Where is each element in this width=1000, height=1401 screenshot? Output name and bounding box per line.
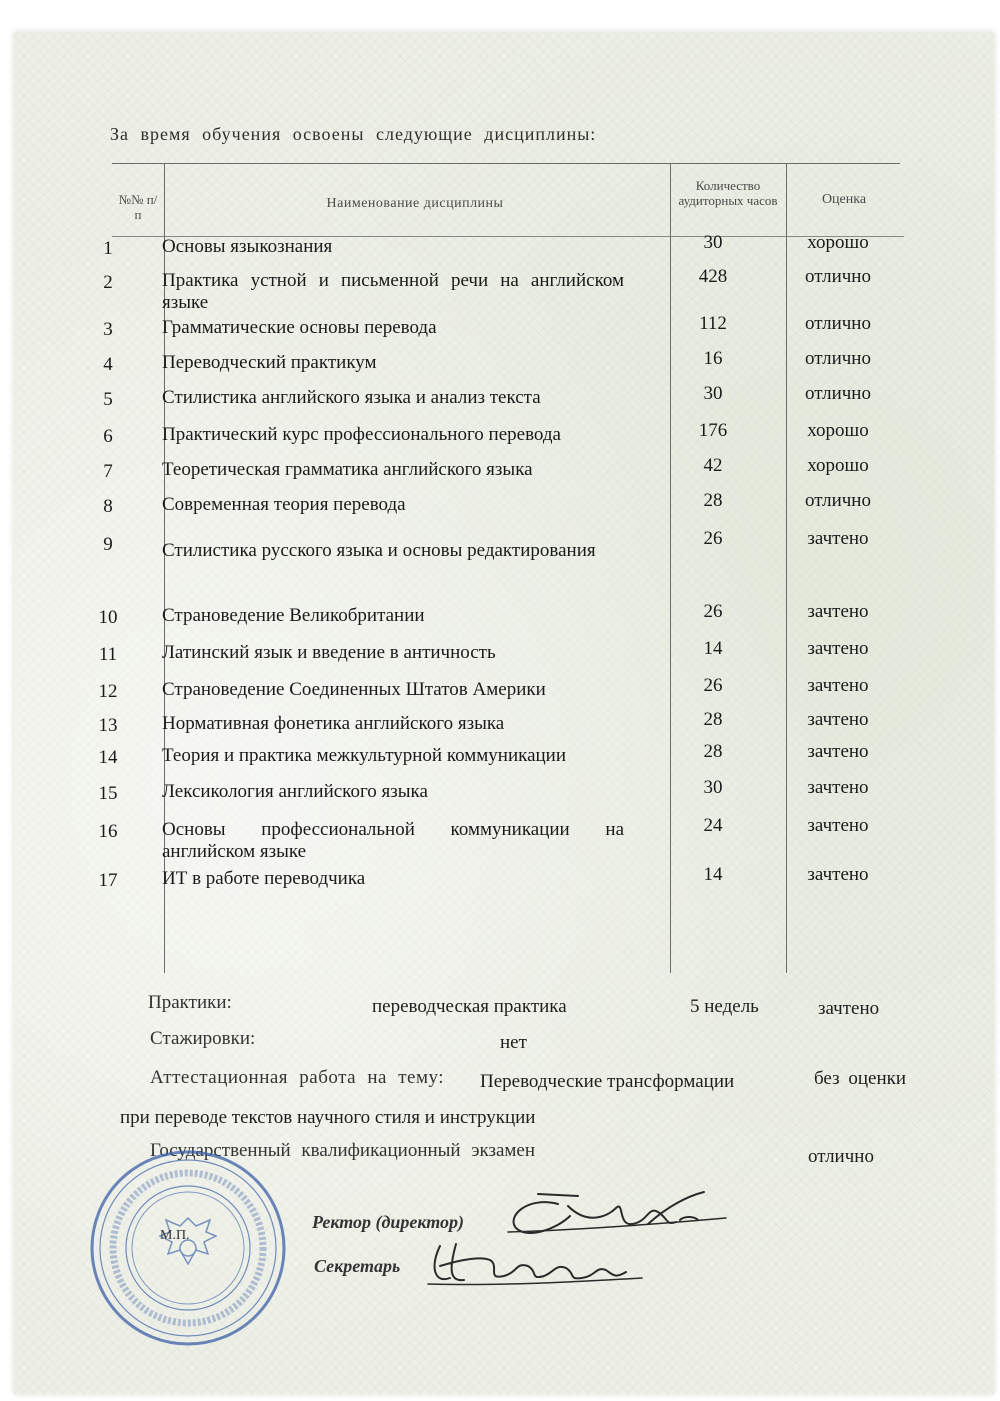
row-number: 12 [98, 681, 118, 702]
row-grade: отлично [805, 383, 871, 404]
header-hours: Количество аудиторных часов [678, 178, 778, 208]
row-hours: 428 [698, 266, 728, 287]
row-grade: отлично [805, 313, 871, 334]
row-grade: зачтено [807, 709, 869, 730]
row-grade: зачтено [807, 741, 869, 762]
row-discipline-name: Современная теория перевода [162, 494, 406, 515]
row-grade: отлично [805, 348, 871, 369]
row-number: 5 [103, 389, 113, 410]
header-grade: Оценка [821, 192, 867, 207]
row-discipline-name: Стилистика русского языка и основы редактирования [162, 540, 596, 561]
row-grade: хорошо [807, 420, 869, 441]
row-hours: 26 [703, 675, 723, 696]
row-hours: 14 [703, 864, 723, 885]
row-number: 6 [103, 426, 113, 447]
row-hours: 30 [703, 383, 723, 404]
exam-grade: отлично [808, 1146, 874, 1167]
row-number: 10 [98, 607, 118, 628]
seal-place-label: М.П. [160, 1228, 190, 1243]
rector-label: Ректор (директор) [312, 1212, 465, 1232]
row-number: 14 [98, 747, 118, 768]
row-number: 11 [98, 644, 118, 665]
row-number: 16 [98, 821, 118, 842]
row-grade: хорошо [807, 232, 869, 253]
row-grade: зачтено [807, 675, 869, 696]
row-hours: 28 [703, 741, 723, 762]
row-discipline-name: Лексикология английского языка [162, 781, 428, 802]
official-seal [88, 1148, 288, 1348]
row-discipline-name: Страноведение Великобритании [162, 605, 425, 626]
row-number: 13 [98, 715, 118, 736]
internships-label: Стажировки: [150, 1028, 256, 1049]
row-discipline-name: Грамматические основы перевода [162, 317, 437, 338]
row-number: 17 [98, 870, 118, 891]
row-hours: 28 [703, 490, 723, 511]
practices-label: Практики: [148, 992, 232, 1013]
row-hours: 16 [703, 348, 723, 369]
row-hours: 28 [703, 709, 723, 730]
row-number: 15 [98, 783, 118, 804]
row-number: 7 [103, 461, 113, 482]
row-discipline-name: Основы языкознания [162, 236, 333, 257]
row-hours: 14 [703, 638, 723, 659]
row-discipline-name: Практический курс профессионального перевода [162, 424, 561, 445]
row-number: 4 [103, 354, 113, 375]
row-number: 1 [103, 238, 113, 259]
row-hours: 176 [698, 420, 728, 441]
column-divider-hours [786, 163, 787, 973]
header-number: №№ п/п [118, 192, 158, 222]
internships-value: нет [500, 1032, 527, 1053]
row-grade: зачтено [807, 815, 869, 836]
row-hours: 24 [703, 815, 723, 836]
row-discipline-name: Теоретическая грамматика английского языка [162, 459, 533, 480]
row-grade: зачтено [807, 528, 869, 549]
row-number: 3 [103, 319, 113, 340]
row-discipline-name: Теория и практика межкультурной коммуникации [162, 745, 567, 766]
row-hours: 30 [703, 232, 723, 253]
row-hours: 42 [703, 455, 723, 476]
secretary-label: Секретарь [314, 1256, 401, 1276]
row-grade: зачтено [807, 638, 869, 659]
row-discipline-name: Нормативная фонетика английского языка [162, 713, 505, 734]
row-grade: отлично [805, 266, 871, 287]
row-discipline-name: ИТ в работе переводчика [162, 868, 366, 889]
row-discipline-name: Практика устной и письменной речи на английском языке [162, 270, 624, 313]
row-discipline-name: Переводческий практикум [162, 352, 377, 373]
practices-grade: зачтено [818, 998, 880, 1019]
row-discipline-name: Стилистика английского языка и анализ текста [162, 387, 541, 408]
row-discipline-name: Основы профессиональной коммуникации на английском языке [162, 819, 624, 862]
practices-duration: 5 недель [690, 996, 759, 1017]
row-number: 2 [103, 272, 113, 293]
row-number: 9 [103, 534, 113, 555]
row-hours: 112 [699, 313, 727, 334]
row-grade: зачтено [807, 601, 869, 622]
thesis-title-line2: при переводе текстов научного стиля и инструкции [120, 1107, 536, 1128]
practices-value: переводческая практика [372, 996, 567, 1017]
table-top-border [112, 163, 900, 164]
row-grade: зачтено [807, 777, 869, 798]
row-grade: отлично [805, 490, 871, 511]
row-grade: зачтено [807, 864, 869, 885]
row-hours: 26 [703, 601, 723, 622]
secretary-signature [420, 1236, 650, 1296]
thesis-grade: без оценки [814, 1068, 907, 1089]
row-hours: 26 [703, 528, 723, 549]
thesis-label: Аттестационная работа на тему: [150, 1067, 444, 1088]
header-name: Наименование дисциплины [326, 196, 504, 211]
intro-heading: За время обучения освоены следующие дисциплины: [110, 124, 597, 144]
exam-label: Государственный квалификационный экзамен [150, 1140, 536, 1161]
row-hours: 30 [703, 777, 723, 798]
row-grade: хорошо [807, 455, 869, 476]
row-discipline-name: Латинский язык и введение в античность [162, 642, 496, 663]
row-discipline-name: Страноведение Соединенных Штатов Америки [162, 679, 546, 700]
row-number: 8 [103, 496, 113, 517]
thesis-title-line1: Переводческие трансформации [480, 1071, 735, 1092]
column-divider-name [670, 163, 671, 973]
